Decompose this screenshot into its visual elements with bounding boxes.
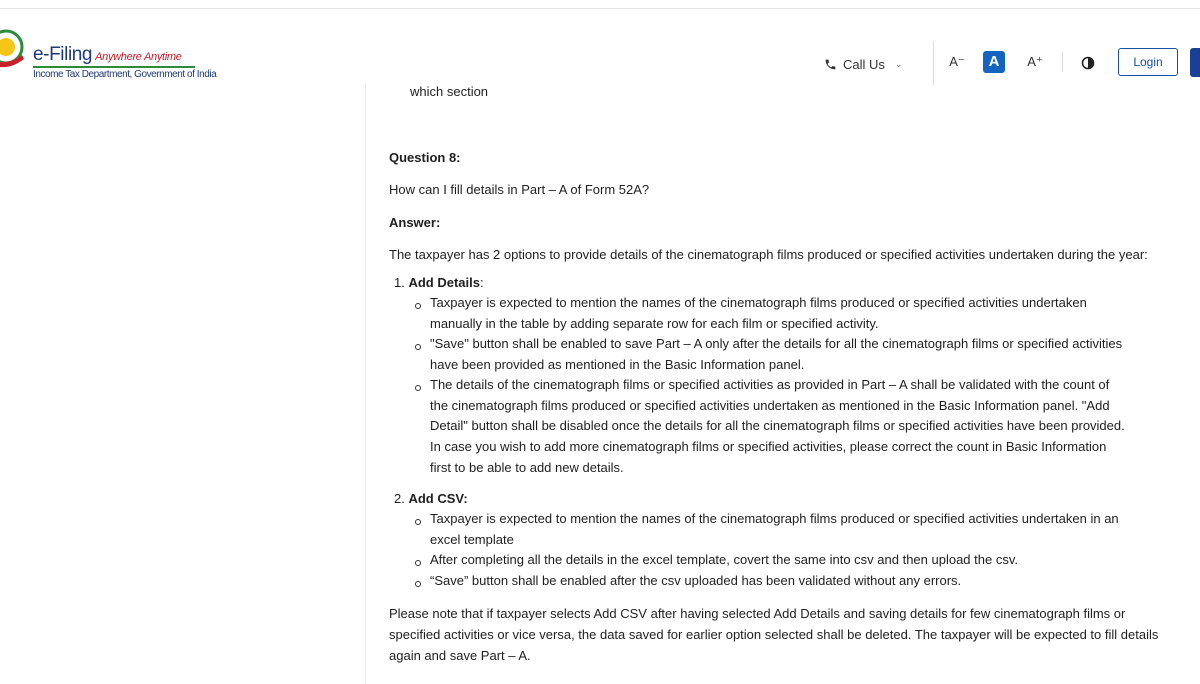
answer-label: Answer: [389, 215, 441, 230]
header-divider-small [1062, 52, 1063, 72]
option-add-details [394, 275, 484, 290]
option-add-csv [394, 491, 468, 506]
brand-tagline: Anywhere Anytime [95, 51, 182, 63]
site-header [0, 9, 1200, 84]
chevron-down-icon: ⌄ [894, 59, 903, 69]
brand-underline [33, 66, 195, 68]
list-item-text: After completing all the details in the excel template, covert the same into csv and then upload the csv. [430, 552, 1018, 567]
list-item-text: "Save" button shall be enabled to save Part – A only after the details for all the cinematograph films or specified activities have been provided as mentioned in the Basic Information panel. [430, 336, 1123, 372]
call-us-label: Call Us [843, 57, 885, 72]
contrast-icon[interactable] [1081, 56, 1095, 70]
font-decrease-button[interactable]: A⁻ [949, 54, 965, 69]
option-number: 2. [394, 491, 405, 506]
header-divider [933, 41, 934, 85]
emblem-logo-icon [0, 29, 26, 73]
list-item-text: “Save” button shall be enabled after the csv uploaded has been validated without any errors. [430, 573, 962, 588]
option-title: Add CSV: [408, 491, 468, 506]
answer-intro: The taxpayer has 2 options to provide details of the cinematograph films produced or specified activities undertaken during the year: [389, 247, 1148, 262]
previous-answer-tail: which section [410, 84, 489, 99]
question-label: Question 8: [389, 150, 461, 165]
call-us-dropdown[interactable] [824, 57, 902, 72]
brand-subtitle: Income Tax Department, Government of India [33, 69, 217, 80]
brand-logo[interactable] [33, 44, 217, 80]
list-item-text: Taxpayer is expected to mention the names of the cinematograph films produced or specified activities undertaken in an excel template [430, 511, 1119, 547]
list-item-text: The details of the cinematograph films or specified activities as provided in Part – A shall be validated with the count of the cinematograph films produced or specified activities undertaken as mentioned in the Basic Information panel. "Add Detail" button shall be disabled once the details for all the cinematograph films or specified activities have been provided. In case you wish to add more cinematograph films or specified activities, please correct the count in Basic Information first to be able to add new details. [430, 377, 1125, 475]
brand-name: e-Filing [33, 44, 93, 65]
register-button[interactable] [1190, 48, 1200, 77]
question-text: How can I fill details in Part – A of Form 52A? [389, 182, 650, 197]
option-title: Add Details [408, 275, 480, 290]
list-item-text: Taxpayer is expected to mention the names of the cinematograph films produced or specified activities undertaken manually in the table by adding separate row for each film or specified activity. [430, 295, 1087, 331]
phone-icon [824, 58, 837, 71]
font-normal-button[interactable]: A [983, 51, 1005, 73]
font-increase-button[interactable]: A⁺ [1027, 54, 1043, 69]
closing-note: Please note that if taxpayer selects Add CSV after having selected Add Details and saving details for few cinematograph films or specified activities or vice versa, the data saved for earlier option selected shall be deleted. The taxpayer will be expected to fill details again and save Part – A. [389, 606, 1159, 663]
content-left-divider [365, 84, 366, 684]
option-number: 1. [394, 275, 405, 290]
login-button[interactable]: Login [1118, 48, 1178, 76]
option-suffix: : [479, 275, 484, 290]
